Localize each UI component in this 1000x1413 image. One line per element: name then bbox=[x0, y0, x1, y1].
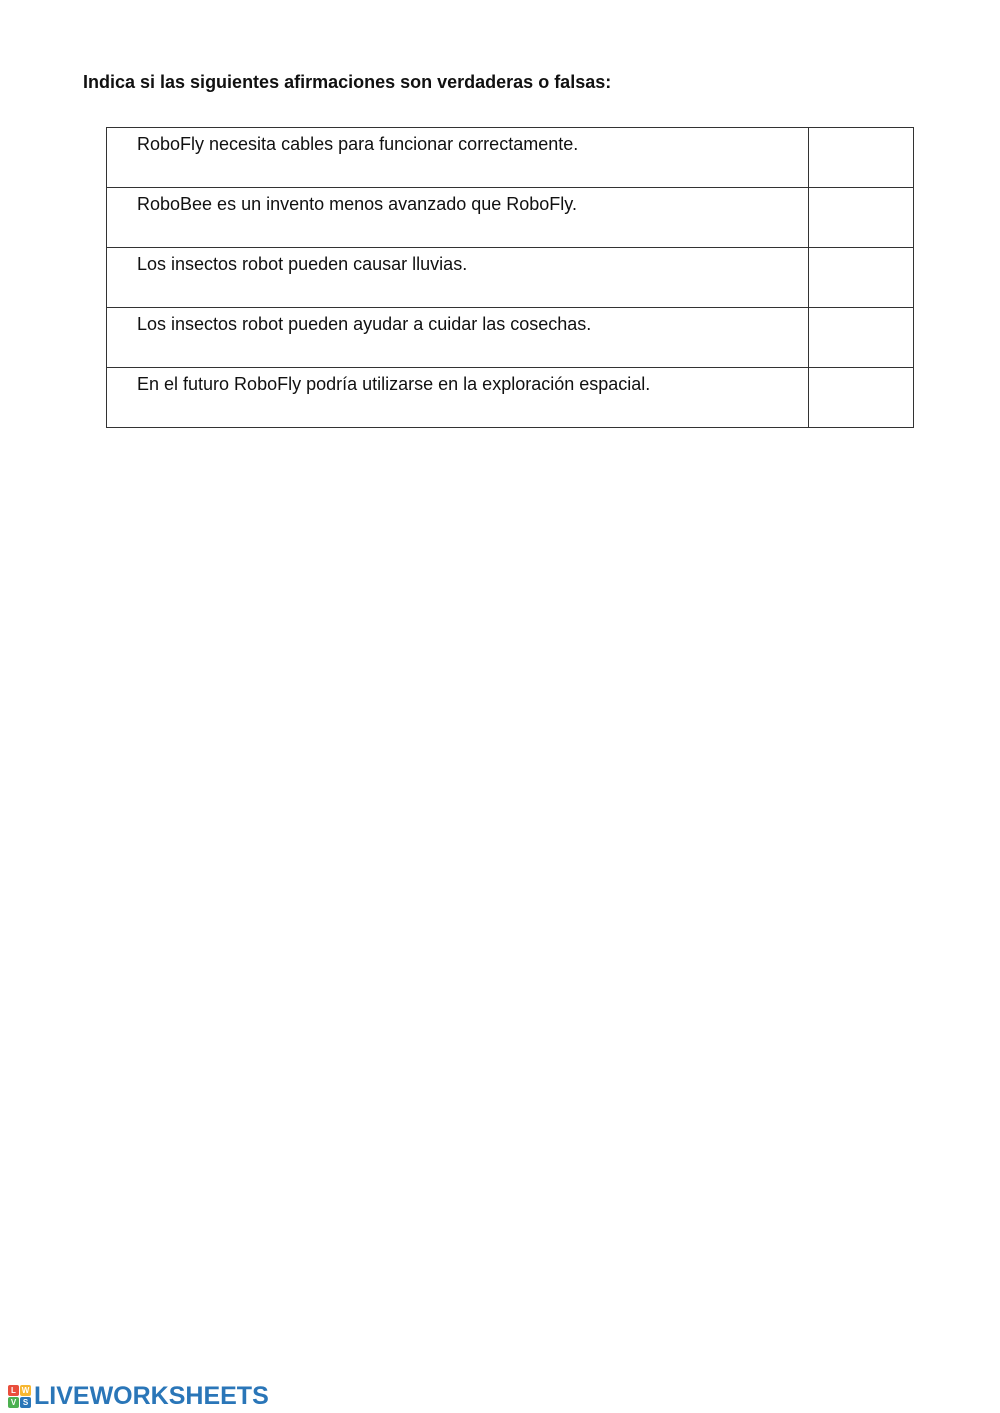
liveworksheets-logo bbox=[8, 1382, 269, 1411]
answer-cell[interactable] bbox=[809, 308, 914, 368]
logo-mark-tile: L bbox=[8, 1385, 19, 1396]
statement-cell: En el futuro RoboFly podría utilizarse en la exploración espacial. bbox=[107, 368, 809, 428]
table-row bbox=[107, 128, 914, 188]
statement-cell: RoboFly necesita cables para funcionar correctamente. bbox=[107, 128, 809, 188]
statement-cell: Los insectos robot pueden causar lluvias. bbox=[107, 248, 809, 308]
instruction-heading: Indica si las siguientes afirmaciones son verdaderas o falsas: bbox=[83, 72, 612, 92]
table-row bbox=[107, 308, 914, 368]
logo-mark-tile: S bbox=[20, 1397, 31, 1408]
logo-text: LIVEWORKSHEETS bbox=[34, 1382, 269, 1410]
logo-mark-tile: V bbox=[8, 1397, 19, 1408]
table-row bbox=[107, 248, 914, 308]
table-row bbox=[107, 188, 914, 248]
logo-mark-icon bbox=[8, 1385, 31, 1408]
statement-cell: RoboBee es un invento menos avanzado que RoboFly. bbox=[107, 188, 809, 248]
true-false-table bbox=[106, 127, 914, 428]
answer-cell[interactable] bbox=[809, 188, 914, 248]
statement-cell: Los insectos robot pueden ayudar a cuidar las cosechas. bbox=[107, 308, 809, 368]
table-row bbox=[107, 368, 914, 428]
answer-cell[interactable] bbox=[809, 368, 914, 428]
logo-mark-tile: W bbox=[21, 1386, 30, 1395]
answer-cell[interactable] bbox=[809, 248, 914, 308]
answer-cell[interactable] bbox=[809, 128, 914, 188]
